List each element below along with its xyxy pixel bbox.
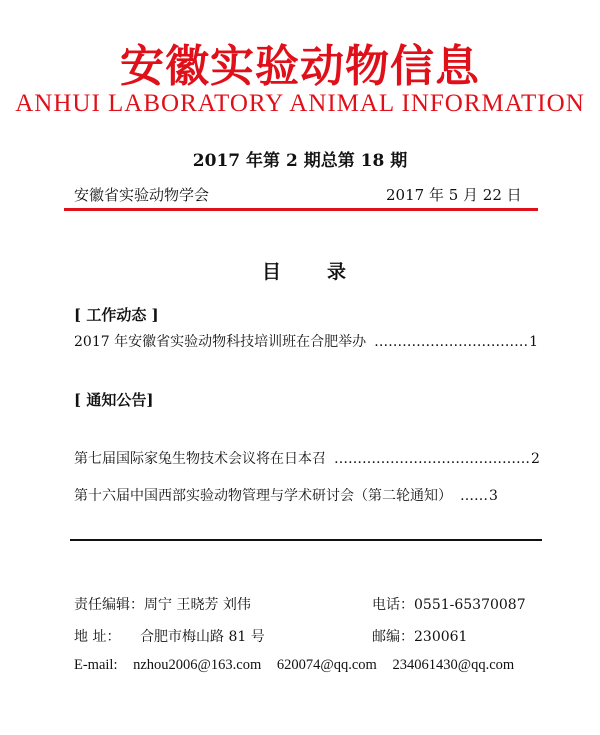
- email-label: E-mail:: [74, 657, 118, 673]
- email-link[interactable]: nzhou2006@163.com: [133, 657, 262, 673]
- issue-number: 2017 年第 2 期总第 18 期: [192, 151, 408, 171]
- toc-entry-title: 2017 年安徽省实验动物科技培训班在合肥举办: [74, 334, 367, 350]
- publisher-name: 安徽省实验动物学会: [74, 186, 210, 204]
- toc-heading: [262, 257, 346, 284]
- email-line: [74, 657, 526, 674]
- toc-entry[interactable]: [74, 331, 538, 351]
- toc-heading-right: 录: [327, 261, 347, 283]
- toc-entry-page: 1: [529, 334, 538, 350]
- toc-entry-leader: ……………………………………: [334, 451, 530, 467]
- toc-entry-leader: ……: [460, 488, 488, 504]
- publication-date: 2017 年 5 月 22 日: [386, 186, 522, 204]
- toc-heading-left: 目: [262, 261, 282, 283]
- toc-entry-title: 第十六届中国西部实验动物管理与学术研讨会（第二轮通知）: [74, 488, 452, 504]
- toc-entry-page: 3: [489, 488, 498, 504]
- email-link[interactable]: 234061430@qq.com: [392, 657, 515, 673]
- toc-entry[interactable]: [74, 448, 540, 468]
- toc-entry[interactable]: [74, 485, 498, 505]
- masthead-title-chinese: 安徽实验动物信息: [120, 41, 480, 92]
- toc-entry-page: 2: [531, 451, 540, 467]
- editor-credits: 责任编辑：周宁 王晓芳 刘伟: [74, 597, 251, 613]
- email-link[interactable]: 620074@qq.com: [276, 657, 377, 673]
- section-heading-work-news: [ 工作动态 ]: [74, 306, 159, 324]
- footer-divider: [70, 539, 542, 541]
- toc-entry-leader: ……………………………: [374, 334, 529, 350]
- address: [74, 626, 265, 646]
- section-heading-notices: [ 通知公告]: [74, 391, 154, 409]
- postcode: 邮编：230061: [372, 629, 468, 645]
- masthead-red-rule: [64, 208, 538, 211]
- phone-number: 电话：0551-65370087: [372, 597, 526, 613]
- address-label: 地 址：: [74, 629, 121, 645]
- masthead-title-english: ANHUI LABORATORY ANIMAL INFORMATION: [15, 90, 585, 117]
- toc-entry-title: 第七届国际家兔生物技术会议将在日本召: [74, 451, 326, 467]
- address-value: 合肥市梅山路 81 号: [140, 629, 265, 645]
